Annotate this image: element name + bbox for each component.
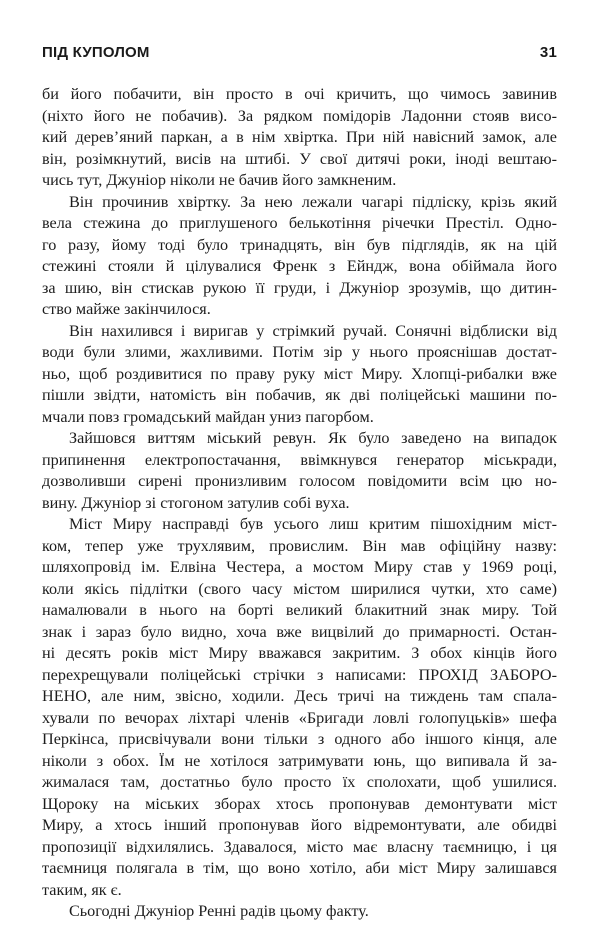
paragraph [42,514,557,901]
text-line: хували по вечорах ліхтарі членів «Бригади ловлі голопуцьків» шефа [42,708,557,727]
text-line: намалювали в нього на борті великий блакитний знак миру. Той [42,601,557,619]
text-line: чись тут, Джуніор ніколи не бачив його замкненим. [42,171,397,189]
text-line: би його побачити, він просто в очі кричить, що чимось завинив [42,85,557,103]
text-line: знак і зараз було видно, хоча вже вицвілий до примарності. Остан- [42,622,557,641]
text-line: Перкінса, присвічували вони тільки з одного або іншого кінця, але [42,730,557,748]
paragraph [42,428,557,514]
paragraph [42,901,557,923]
text-line: Миру, а хтось інший пропонував його відремонтувати, але обидві [42,816,557,834]
text-line: пішли звідти, натомість він побачив, як дві поліцейські машини по- [42,386,557,404]
running-title: ПІД КУПОЛОМ [42,44,150,61]
text-line: припинення електропостачання, ввімкнувся генератор міськради, [42,450,557,469]
text-line: стежині стояли й цілувалися Френк з Ейндж, вона обіймала його [42,257,557,275]
text-line: Міст Миру насправді був усього лиш критим пішохідним міст- [69,515,557,533]
text-line: кий дерев’яний паркан, а в нім хвіртка. При ній навісний замок, але [42,128,557,146]
text-line: ком, тепер уже трухлявим, провислим. Він мав офіційну назву: [42,536,557,555]
text-line: таємниця полягала в тім, що воно хотіло, аби міст Миру залишався [42,859,557,877]
text-line: Він нахилився і виригав у стрімкий ручай. Сонячні відблиски від [69,321,557,340]
text-line: Сьогодні Джуніор Ренні радів цьому факту. [69,902,369,920]
text-line: таким, як є. [42,880,122,899]
text-line: Він прочинив хвіртку. За нею лежали чагарі підліску, крізь який [69,192,557,211]
text-line: шляхопровід ім. Елвіна Честера, а мостом Миру став у 1969 році, [42,558,557,576]
text-line: пропозиції відхилялись. Здавалося, місто має власну таємницю, і ця [42,837,557,856]
text-line: Щороку на міських зборах хтось пропонував демонтувати міст [42,794,557,813]
text-line: (ніхто його не побачив). За рядком помідорів Ладонни стояв висо- [42,106,557,125]
text-line: Зайшовся виттям міський ревун. Як було заведено на випадок [69,429,557,447]
paragraph [42,84,557,192]
text-line: вину. Джуніор зі стогоном затулив собі вуха. [42,493,350,512]
text-line: ство майже закінчилося. [42,300,211,318]
paragraph [42,192,557,321]
text-line: вела стежина до приглушеного белькотіння річечки Престіл. Одно- [42,214,557,232]
body-text [42,84,557,923]
text-line: ні десять років міст Миру вважався закритим. З обох кінців його [42,644,557,662]
text-line: води були злими, жахливими. Потім зір у нього прояснішав достат- [42,343,557,361]
text-line: коли якісь підлітки (свого часу містом ширилися чутки, хто саме) [42,579,557,598]
running-header [42,44,557,64]
page-number: 31 [539,44,557,61]
text-line: дозволивши сирені пронизливим голосом повідомити всім цю но- [42,472,557,490]
text-line: за шию, він стискав рукою її груди, і Джуніор зрозумів, що дитин- [42,278,557,297]
text-line: го разу, йому тоді було тринадцять, він був підглядів, як на цій [42,235,557,254]
text-line: мчали повз громадський майдан униз пагорбом. [42,407,374,426]
text-line: жималася там, достатньо було просто їх сполохати, щоб ушилися. [42,773,557,791]
text-line: він, розімкнутий, висів на штибі. У свої дитячі роки, іноді вештаю- [42,149,557,168]
text-line: НЕНО, але ним, звісно, ходили. Десь тричі на тиждень там спала- [42,687,557,705]
paragraph [42,321,557,429]
text-line: перехрещували поліцейські стрічки з написами: ПРОХІД ЗАБОРО- [42,665,557,684]
text-line: ньо, щоб роздивитися по праву руку міст Миру. Хлопці-рибалки вже [42,364,557,383]
text-line: ніколи з обох. Їм не хотілося затримувати юнь, що випивала й за- [42,751,557,770]
